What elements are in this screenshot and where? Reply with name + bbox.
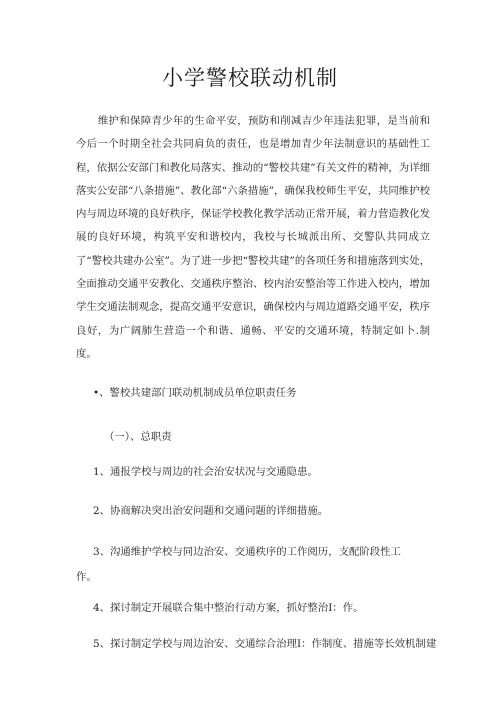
list-item: 2、协商解决突出治安问题和交通问题的详细措施。 [93, 505, 329, 517]
list-item: 3、沟通维护学校与同边治安、交通秩序的工作阅历，支配阶段性工 [93, 546, 401, 558]
subsection-heading: （一）、总职责 [104, 431, 172, 443]
list-item: 5、探讨制定学校与周边治安、交通综合治理I：作制度、措施等长效机制建 [93, 638, 437, 650]
intro-paragraph: 维护和保障青少年的生命平安，预防和削减吉少年违法犯罪，是当前和今后一个时期全社会共同肩负的责任，也是增加青少年法制意识的基础性工程，依据公安部门和教化局落实、推动的“警校共建”有关文件的精神，为详细落实公安部“八条措施”、教化部“六条措施”，确保我校师生平安，共同维护校内与周边环境的良好秩序，保证学校教化教学活动正常开展，着力营造教化发展的良好环境，构筑平安和谐校内，我校与长城派出所、交警队共同成立了“警校共建办公室”。为了进一步把“警校共建”的各项任务和措施落到实处，全面推动交通平安教化、交通秩序整治、校内治安整治等工作进入校内，增加学生交通法制观念，提高交通平安意识，确保校内与周边道路交通平安，秩序良好，为广阔肺生营造一个和谐、通畅、平安的交通环境，特制定如卜.制度。 [76, 115, 430, 360]
list-item: 1、通报学校与周边的社会治安状况与交通隐患。 [93, 466, 318, 478]
document-title: 小学警校联动机制 [162, 66, 338, 90]
list-item-continuation: 作。 [76, 571, 97, 583]
list-item: 4、探讨制定开展联合集中整治行动方案，抓好整治I：作。 [93, 602, 364, 614]
section-heading: •、警校共建部门联动机制成员单位职责任务 [93, 387, 297, 399]
